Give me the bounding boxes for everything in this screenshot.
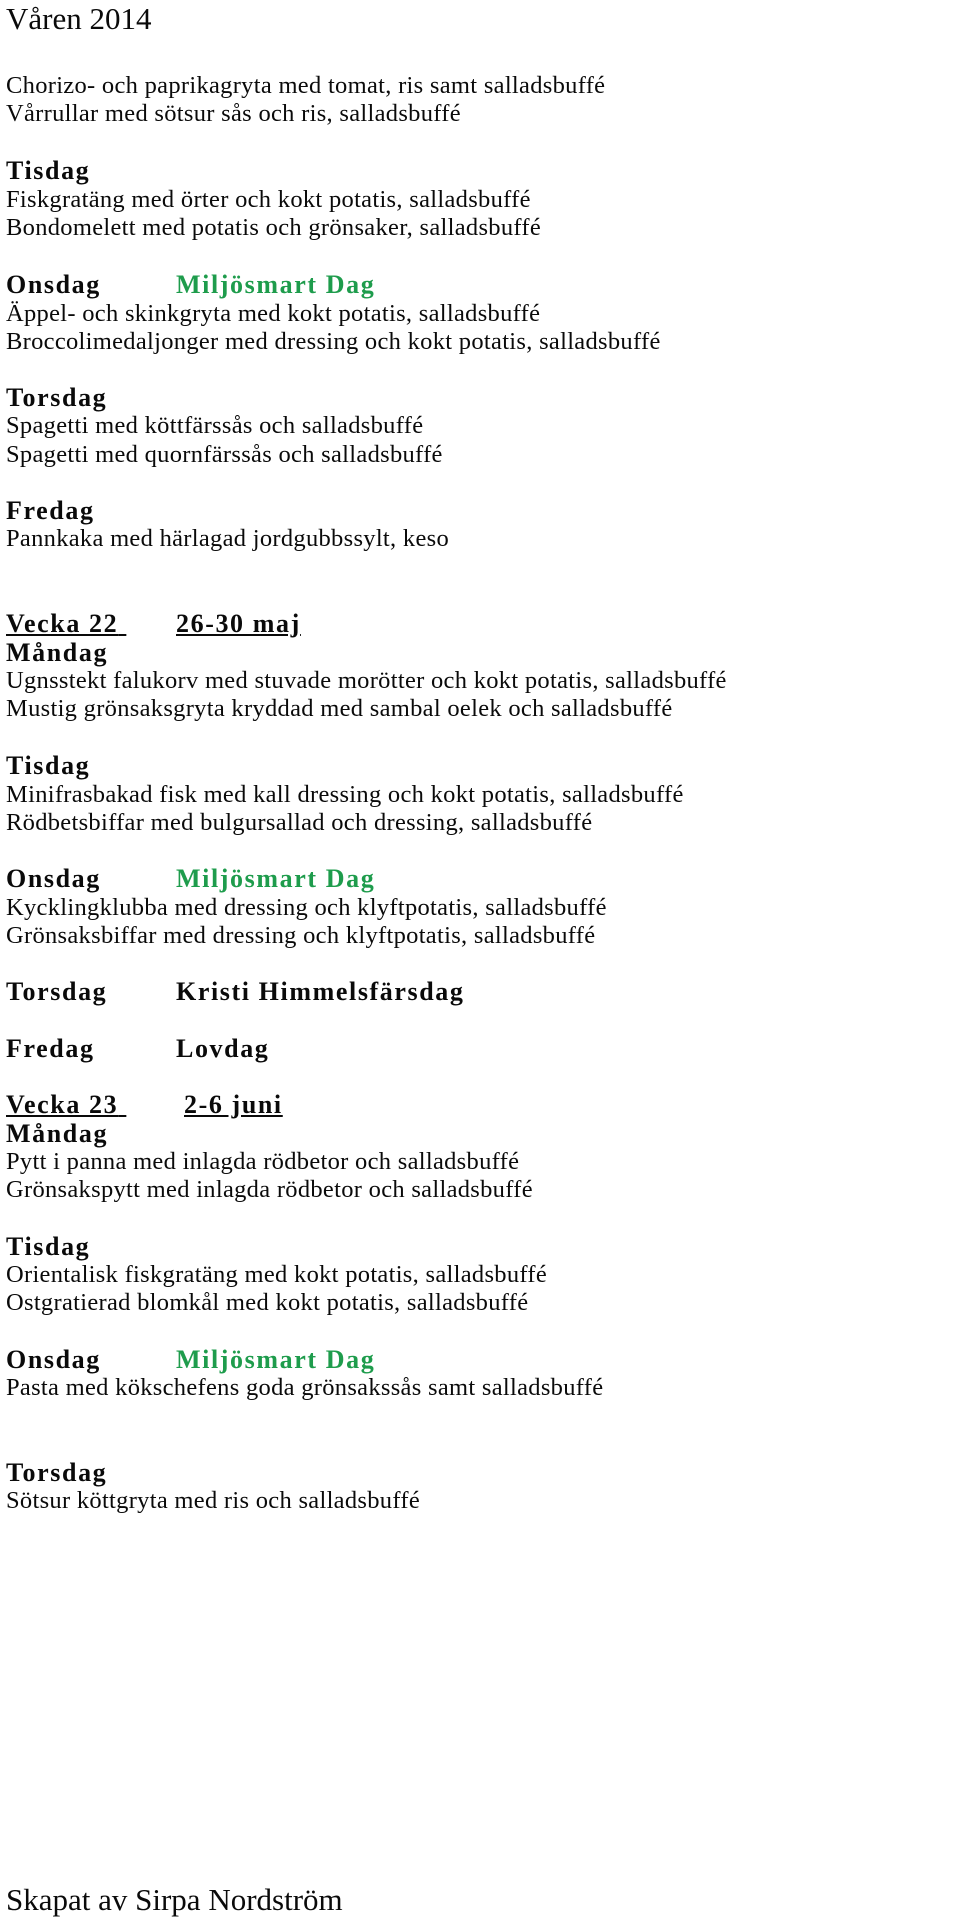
day-heading-fredag: Fredag <box>6 496 95 525</box>
menu-item: Pannkaka med härlagad jordgubbssylt, keso <box>6 525 449 552</box>
day-heading-onsdag <box>6 1345 376 1374</box>
menu-item: Minifrasbakad fisk med kall dressing och kokt potatis, salladsbuffé <box>6 781 684 808</box>
holiday-label: Lovdag <box>176 1034 270 1063</box>
menu-item: Ostgratierad blomkål med kokt potatis, salladsbuffé <box>6 1289 529 1316</box>
day-heading-onsdag <box>6 270 376 299</box>
menu-item: Äppel- och skinkgryta med kokt potatis, salladsbuffé <box>6 300 541 327</box>
menu-item: Pytt i panna med inlagda rödbetor och salladsbuffé <box>6 1148 520 1175</box>
day-heading-mandag: Måndag <box>6 1119 109 1148</box>
day-heading-tisdag: Tisdag <box>6 1232 91 1261</box>
menu-item: Rödbetsbiffar med bulgursallad och dressing, salladsbuffé <box>6 809 593 836</box>
day-heading-onsdag <box>6 864 376 893</box>
week-heading-22 <box>6 609 301 638</box>
miljosmart-label: Miljösmart Dag <box>176 864 376 893</box>
week-heading-23 <box>6 1090 283 1119</box>
day-heading-torsdag: Torsdag <box>6 1458 108 1487</box>
menu-item: Spagetti med köttfärssås och salladsbuffé <box>6 412 424 439</box>
day-name: Onsdag <box>6 864 101 893</box>
menu-item: Fiskgratäng med örter och kokt potatis, salladsbuffé <box>6 186 531 213</box>
document-footer: Skapat av Sirpa Nordström <box>6 1882 343 1917</box>
day-heading-torsdag: Torsdag <box>6 383 108 412</box>
document-title: Våren 2014 <box>6 1 152 36</box>
menu-item: Spagetti med quornfärssås och salladsbuffé <box>6 441 443 468</box>
menu-item: Ugnsstekt falukorv med stuvade morötter och kokt potatis, salladsbuffé <box>6 667 727 694</box>
miljosmart-label: Miljösmart Dag <box>176 1345 376 1374</box>
menu-item: Pasta med kökschefens goda grönsakssås samt salladsbuffé <box>6 1374 604 1401</box>
day-heading-tisdag: Tisdag <box>6 751 91 780</box>
day-heading-fredag <box>6 1034 270 1063</box>
menu-item: Kycklingklubba med dressing och klyftpotatis, salladsbuffé <box>6 894 607 921</box>
week-dates: 2-6 juni <box>184 1090 283 1119</box>
menu-item: Broccolimedaljonger med dressing och kokt potatis, salladsbuffé <box>6 328 661 355</box>
miljosmart-label: Miljösmart Dag <box>176 270 376 299</box>
menu-item: Chorizo- och paprikagryta med tomat, ris samt salladsbuffé <box>6 72 606 99</box>
menu-item: Grönsakspytt med inlagda rödbetor och salladsbuffé <box>6 1176 533 1203</box>
day-name: Onsdag <box>6 270 101 299</box>
menu-item: Mustig grönsaksgryta kryddad med sambal oelek och salladsbuffé <box>6 695 673 722</box>
menu-item: Vårrullar med sötsur sås och ris, salladsbuffé <box>6 100 461 127</box>
day-name: Onsdag <box>6 1345 101 1374</box>
day-name: Fredag <box>6 1034 95 1063</box>
week-number: Vecka 23 <box>6 1090 119 1119</box>
week-number: Vecka 22 <box>6 609 119 638</box>
holiday-label: Kristi Himmelsfärsdag <box>176 977 465 1006</box>
menu-item: Grönsaksbiffar med dressing och klyftpotatis, salladsbuffé <box>6 922 596 949</box>
day-heading-mandag: Måndag <box>6 638 109 667</box>
week-dates: 26-30 maj <box>176 609 301 638</box>
day-name: Torsdag <box>6 977 108 1006</box>
menu-item: Bondomelett med potatis och grönsaker, salladsbuffé <box>6 214 542 241</box>
menu-item: Orientalisk fiskgratäng med kokt potatis, salladsbuffé <box>6 1261 548 1288</box>
day-heading-tisdag: Tisdag <box>6 156 91 185</box>
day-heading-torsdag <box>6 977 465 1006</box>
menu-item: Sötsur köttgryta med ris och salladsbuffé <box>6 1487 420 1514</box>
